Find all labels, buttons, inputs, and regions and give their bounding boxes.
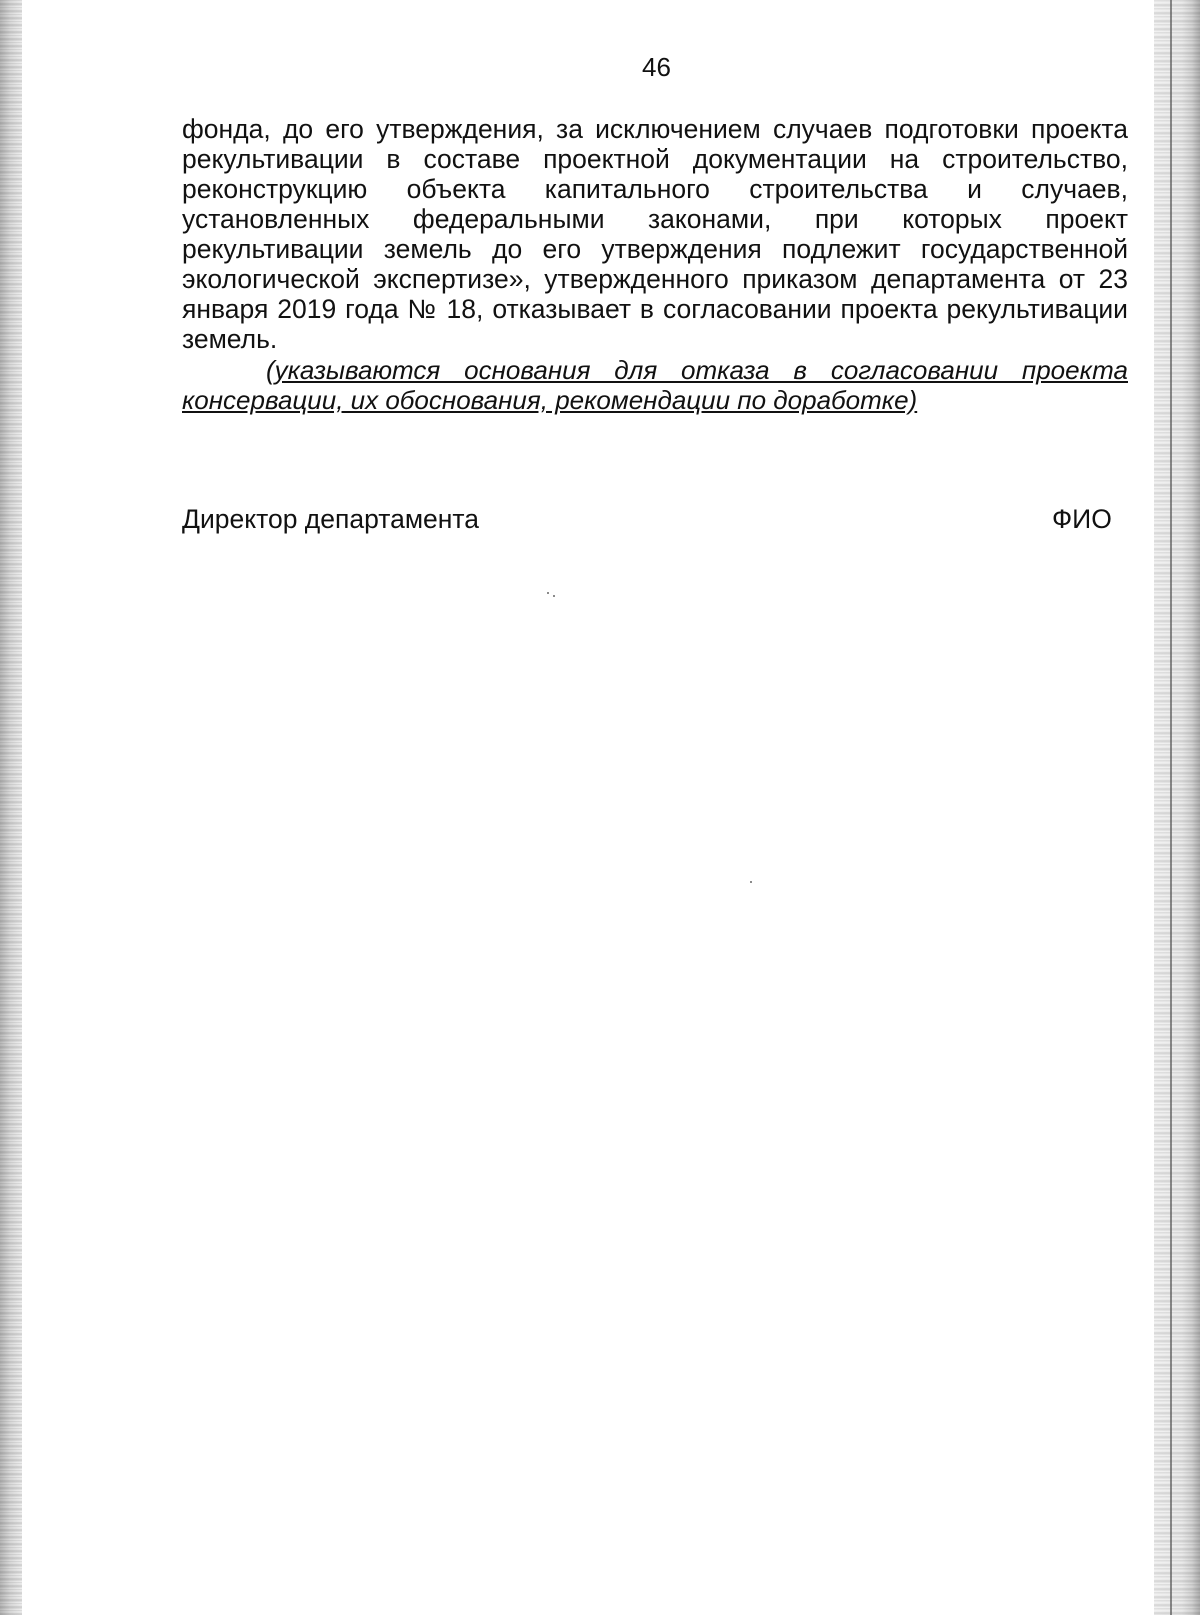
scan-edge-right — [1154, 0, 1200, 1615]
scan-edge-left — [0, 0, 22, 1615]
italic-note: (указываются основания для отказа в согласовании проекта консервации, их обоснования, рекомендации по доработке) — [182, 355, 1128, 415]
scan-speck — [750, 881, 752, 883]
signature-role: Директор департамента — [182, 504, 479, 534]
scan-border-line — [1170, 0, 1172, 1615]
page-number: 46 — [642, 52, 671, 82]
signature-name: ФИО — [1052, 504, 1112, 534]
body-paragraph: фонда, до его утверждения, за исключением случаев подготовки проекта рекультивации в составе проектной документации на строительство, реконструкцию объекта капитального строительства и случаев, установленных федеральными законами, при которых проект рекультивации земель до его утверждения подлежит государственной экологической экспертизе», утвержденного приказом департамента от 23 января 2019 года № 18, отказывает в согласовании проекта рекультивации земель. — [182, 114, 1128, 354]
scan-speck — [547, 592, 549, 594]
scan-speck — [553, 595, 555, 597]
